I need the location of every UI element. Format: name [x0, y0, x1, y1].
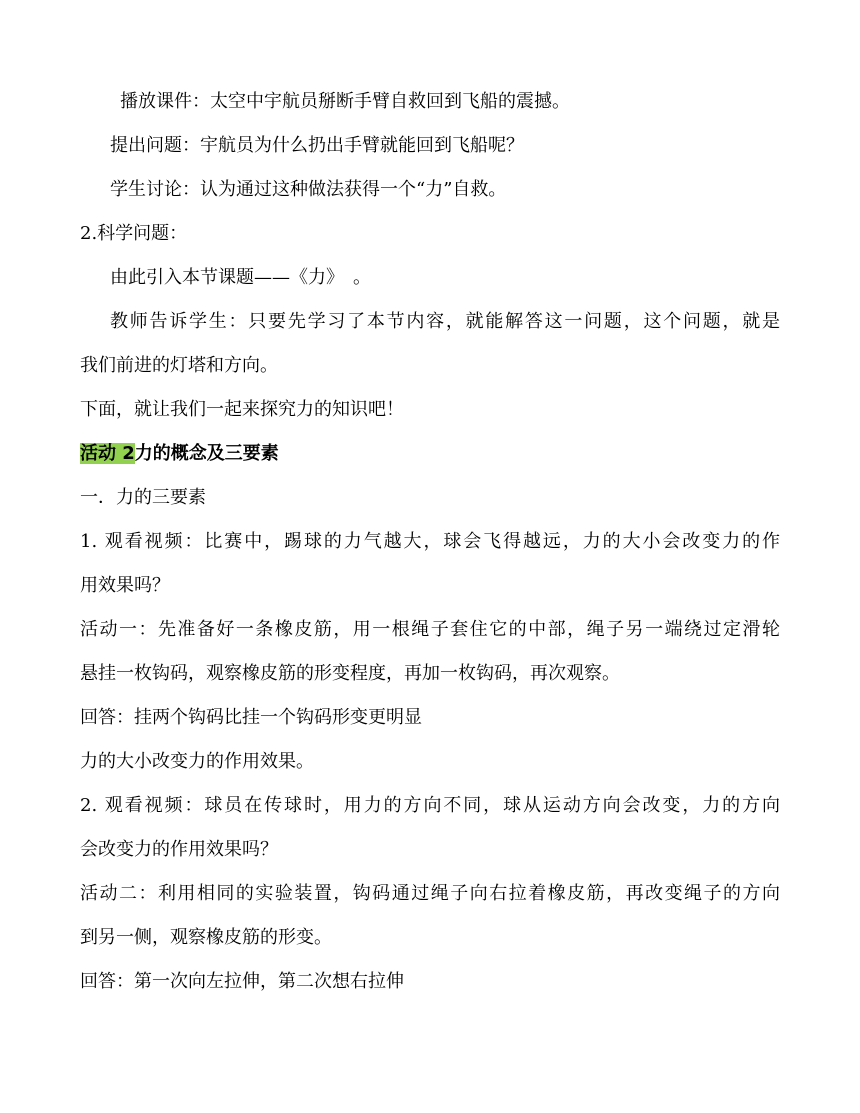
activity2-highlight-label: 活动 2: [80, 443, 135, 464]
play-courseware-text: 播放课件：太空中宇航员掰断手臂自救回到飞船的震撼。: [120, 91, 570, 112]
answer1-text: 回答：挂两个钩码比挂一个钩码形变更明显: [80, 707, 422, 728]
item2-line2: 会改变力的作用效果吗？: [80, 839, 278, 860]
activity2-heading: [80, 442, 279, 466]
lead-in-text: 由此引入本节课题——《力》 。: [110, 267, 371, 288]
section-one-heading: 一．力的三要素: [80, 487, 206, 508]
science-question-heading: 2.科学问题：: [80, 223, 188, 244]
item1-line2: 用效果吗？: [80, 575, 170, 596]
transition-text: 下面，就让我们一起来探究力的知识吧！: [80, 399, 404, 420]
ask-question-text: 提出问题：宇航员为什么扔出手臂就能回到飞船呢？: [110, 135, 524, 156]
teacher-statement-line2: 我们前进的灯塔和方向。: [80, 355, 278, 376]
item1-line1: 1. 观看视频：比赛中，踢球的力气越大，球会飞得越远，力的大小会改变力的作: [80, 531, 780, 552]
activity-two-line1: 活动二：利用相同的实验装置，钩码通过绳子向右拉着橡皮筋，再改变绳子的方向: [80, 883, 780, 904]
conclusion1-text: 力的大小改变力的作用效果。: [80, 751, 314, 772]
activity-one-line2: 悬挂一枚钩码，观察橡皮筋的形变程度，再加一枚钩码，再次观察。: [80, 663, 620, 684]
activity2-title: 力的概念及三要素: [134, 443, 279, 464]
activity-two-line2: 到另一侧，观察橡皮筋的形变。: [80, 927, 332, 948]
item2-line1: 2. 观看视频：球员在传球时，用力的方向不同，球从运动方向会改变，力的方向: [80, 795, 780, 816]
answer2-text: 回答：第一次向左拉伸，第二次想右拉伸: [80, 971, 404, 992]
activity-one-line1: 活动一：先准备好一条橡皮筋，用一根绳子套住它的中部，绳子另一端绕过定滑轮: [80, 619, 780, 640]
teacher-statement-line1: 教师告诉学生：只要先学习了本节内容，就能解答这一问题，这个问题，就是: [110, 311, 780, 332]
student-discussion-text: 学生讨论：认为通过这种做法获得一个“力”自救。: [110, 179, 507, 200]
